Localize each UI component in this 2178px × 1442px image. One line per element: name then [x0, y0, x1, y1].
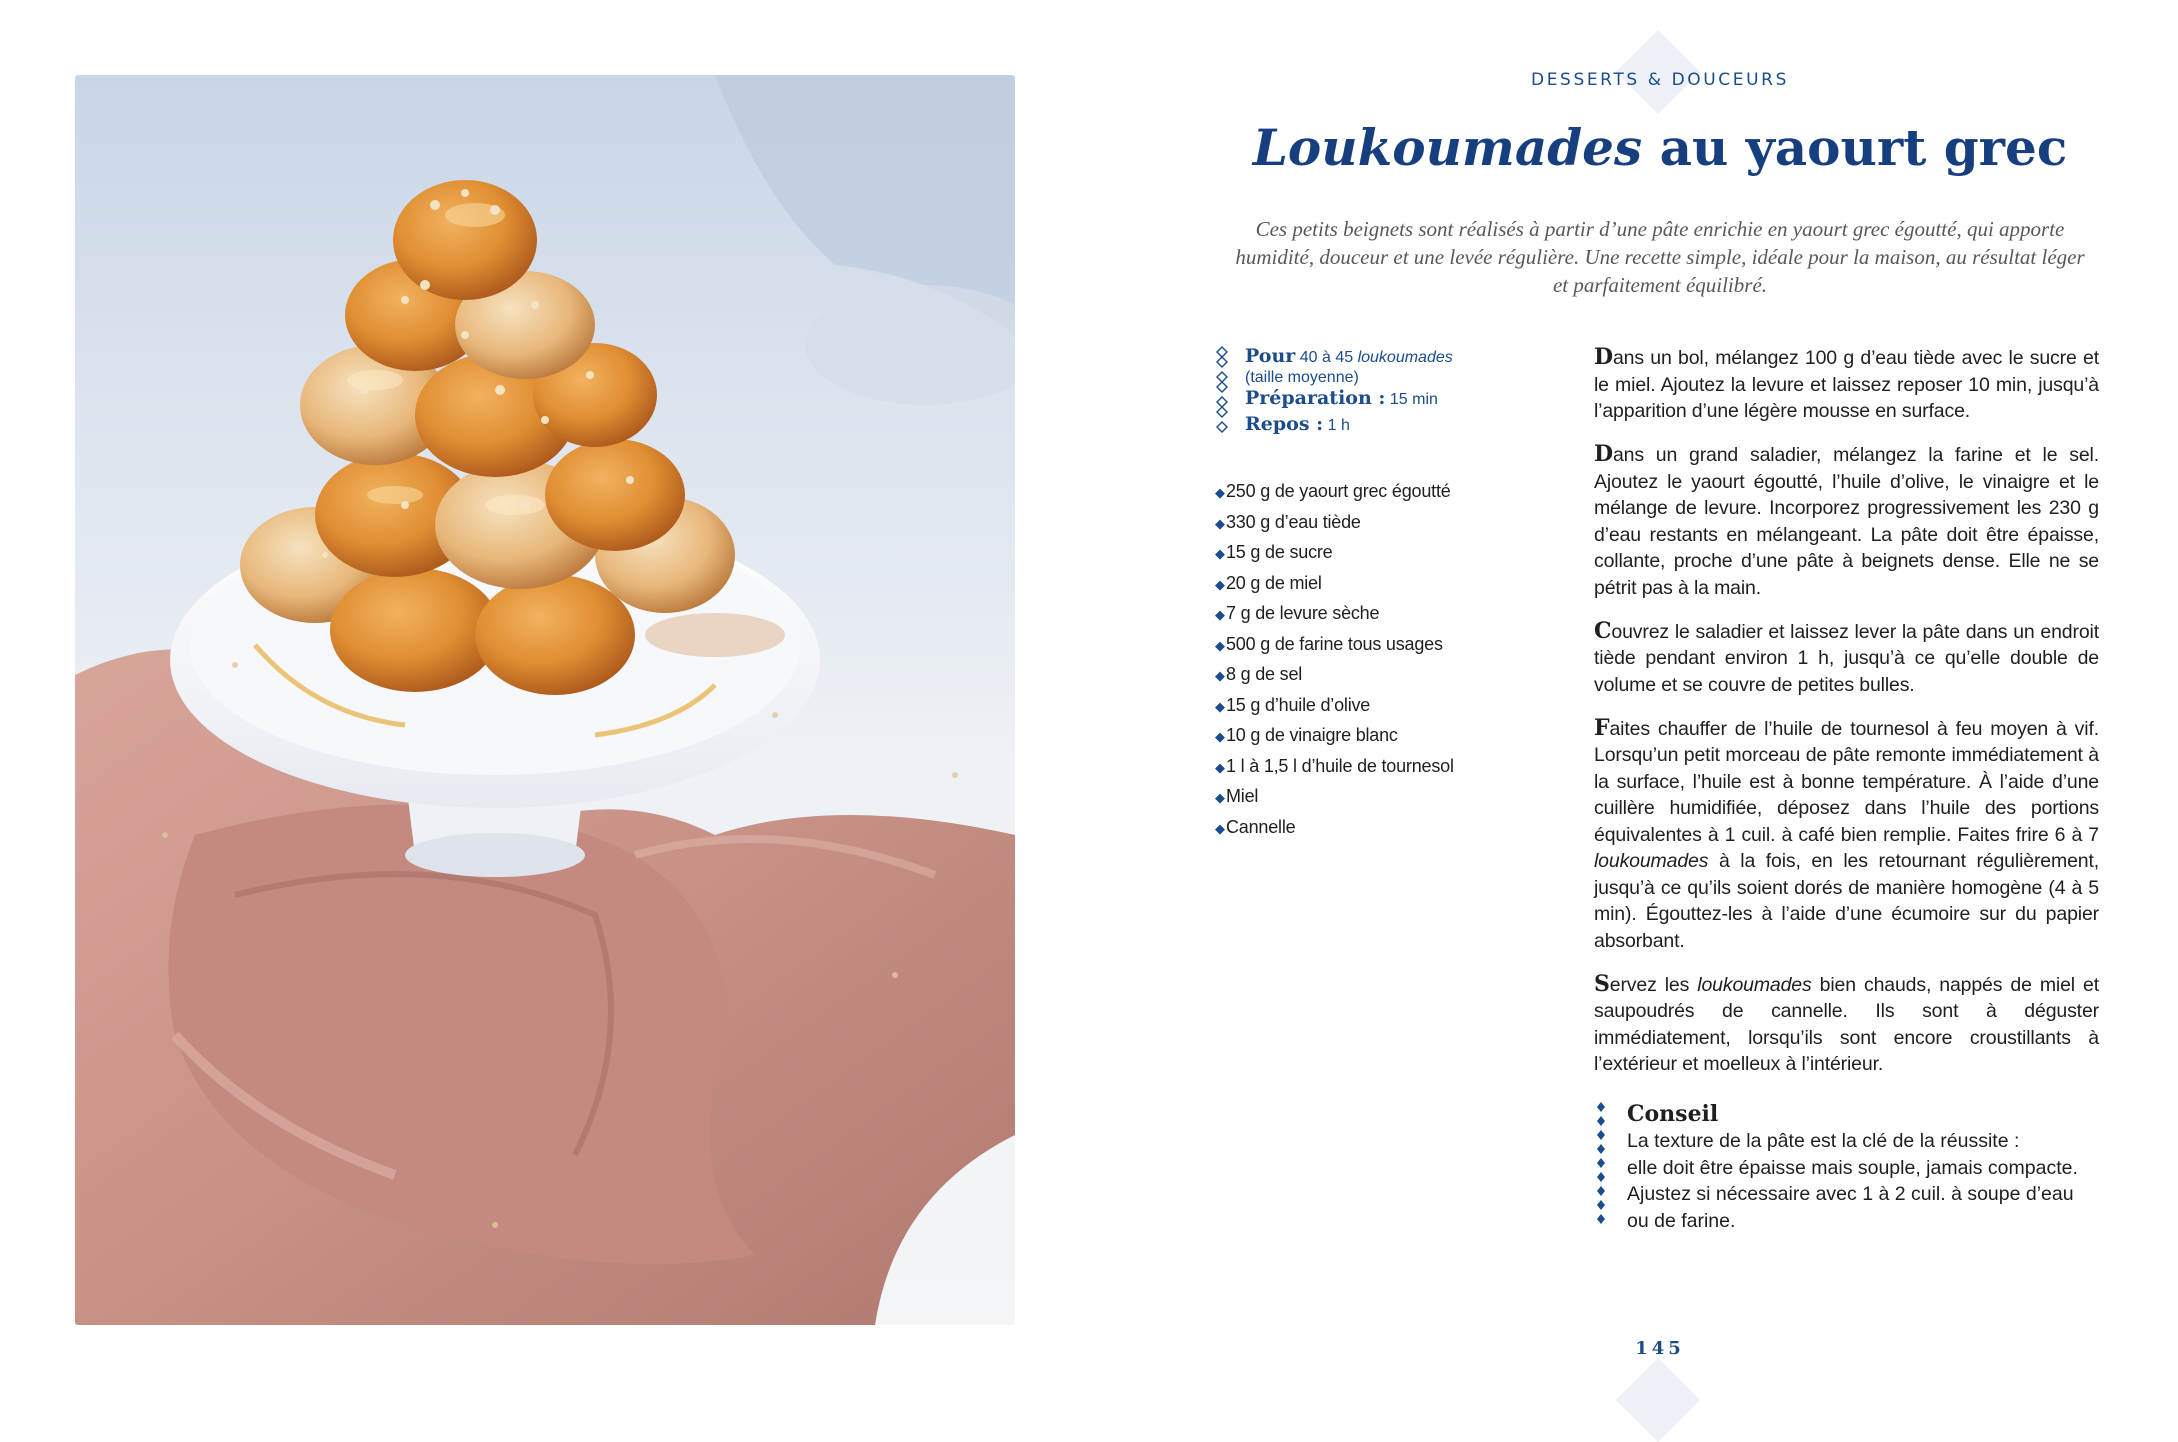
tip-text [1627, 1128, 2099, 1234]
tip-line: elle doit être épaisse mais souple, jamais compacte. [1627, 1156, 2078, 1179]
rest-row [1215, 412, 1545, 438]
servings-note: (taille moyenne) [1245, 369, 1359, 386]
ingredient-item: ◆Cannelle [1215, 813, 1454, 844]
prep-row [1215, 386, 1545, 412]
servings-label: Pour [1245, 345, 1296, 367]
step-dropcap: C [1594, 617, 1612, 644]
recipe-title [1200, 118, 2120, 177]
section-category: DESSERTS & DOUCEURS [1531, 70, 1789, 90]
recipe-intro: Ces petits beignets sont réalisés à partir d’une pâte enrichie en yaourt grec égoutté, qui apporte humidité, douceur et une levée régulière. Une recette simple, idéale pour la maison, au résultat léger et parfaitement équilibré. [1235, 217, 2085, 297]
ingredient-item: ◆7 g de levure sèche [1215, 599, 1454, 630]
tip-line: ou de farine. [1627, 1209, 1736, 1232]
diamond-bullet-icon: ◆ [1215, 729, 1225, 744]
ingredient-item: ◆15 g d’huile d’olive [1215, 691, 1454, 722]
ingredient-item: ◆1 l à 1,5 l d’huile de tournesol [1215, 752, 1454, 783]
servings-row [1215, 344, 1545, 386]
step-paragraph [1594, 715, 2099, 955]
ingredient-item: ◆500 g de farine tous usages [1215, 630, 1454, 661]
servings-unit: loukoumades [1357, 349, 1453, 366]
diamond-bullet-icon: ◆ [1215, 546, 1225, 561]
step-dropcap: F [1594, 714, 1610, 741]
step-text: ans un bol, mélangez 100 g d’eau tiède avec le sucre et le miel. Ajoutez la levure et laissez reposer 10 min, jusqu’à l’apparition d’une légère mousse en surface. [1594, 347, 2099, 422]
title-italic-part: Loukoumades [1252, 118, 1643, 177]
tip-line: La texture de la pâte est la clé de la réussite : [1627, 1130, 2020, 1152]
step-dropcap: S [1594, 970, 1610, 997]
tip-title: Conseil [1627, 1101, 1719, 1127]
rest-label: Repos : [1245, 413, 1324, 435]
diamond-bullet-icon: ◆ [1215, 515, 1225, 531]
recipe-photo [75, 75, 1015, 1325]
rest-value: 1 h [1327, 417, 1350, 434]
diamond-bullet-icon: ◆ [1215, 668, 1225, 683]
loukoumades-photo-illustration [75, 75, 1015, 1325]
diamond-bullet-icon: ◆ [1215, 698, 1225, 714]
step-paragraph [1594, 441, 2099, 601]
title-rest-part: au yaourt grec [1642, 118, 2068, 177]
recipe-steps [1594, 344, 2099, 1094]
step-dropcap: D [1594, 344, 1613, 370]
ingredient-item: ◆250 g de yaourt grec égoutté [1215, 477, 1454, 508]
step-paragraph [1594, 971, 2099, 1078]
tip-box [1594, 1100, 2099, 1234]
ingredient-item: ◆10 g de vinaigre blanc [1215, 721, 1454, 752]
diamond-bullet-icon: ◆ [1215, 607, 1225, 622]
diamond-chain-ornament-icon [1594, 1100, 1608, 1228]
ingredients-list [1215, 477, 1454, 843]
diamond-bullet-icon: ◆ [1215, 820, 1225, 836]
diamond-bullet-icon: ◆ [1215, 637, 1225, 653]
ingredient-item: ◆15 g de sucre [1215, 538, 1454, 569]
prep-label: Préparation : [1245, 387, 1386, 409]
step-text: ans un grand saladier, mélangez la farine et le sel. Ajoutez le yaourt égoutté, l’huile d’olive, le vinaigre et le mélange de levure. Incorporez progressivement les 230 g d’eau restants en mélangeant. La pâte doit être épaisse, collante, proche d’une pâte à beignets dense. Elle ne se pétrit pas à la main. [1594, 444, 2099, 599]
ingredient-item: ◆8 g de sel [1215, 660, 1454, 691]
recipe-meta [1215, 344, 1545, 438]
diamond-bullet-icon: ◆ [1215, 759, 1225, 775]
step-dropcap: D [1594, 441, 1613, 467]
diamond-bullet-icon: ◆ [1215, 485, 1225, 500]
prep-value: 15 min [1389, 391, 1438, 408]
ingredient-item: ◆20 g de miel [1215, 569, 1454, 600]
ingredient-item: ◆330 g d’eau tiède [1215, 508, 1454, 539]
step-text: aites chauffer de l’huile de tournesol à feu moyen à vif. Lorsqu’un petit morceau de pâte remonte immédiatement à la surface, l’huile est à bonne température. À l’aide d’une cuillère humidifiée, déposez dans l’huile des portions équivalentes à 1 cuil. à café bien remplie. Faites frire 6 à 7 loukoumades à la fois, en les retournant régulièrement, jusqu’à ce qu’ils soient dorés de manière homogène (4 à 5 min). Égouttez-les à l’aide d’une écumoire sur du papier absorbant. [1594, 717, 2099, 952]
step-paragraph [1594, 618, 2099, 699]
ingredient-item: ◆Miel [1215, 782, 1454, 813]
tip-line: Ajustez si nécessaire avec 1 à 2 cuil. à soupe d’eau [1627, 1183, 2074, 1205]
step-paragraph [1594, 344, 2099, 425]
diamond-bullet-icon: ◆ [1215, 576, 1225, 592]
step-text: ouvrez le saladier et laissez lever la pâte dans un endroit tiède pendant environ 1 h, jusqu’à ce qu’elle double de volume et se couvre de petites bulles. [1594, 620, 2099, 696]
page-number: 145 [1635, 1338, 1685, 1359]
diamond-bullet-icon: ◆ [1215, 790, 1225, 805]
servings-value: 40 à 45 [1299, 349, 1354, 366]
step-text: ervez les loukoumades bien chauds, nappés de miel et saupoudrés de cannelle. Ils sont à déguster immédiatement, lorsqu’ils sont encore croustillants à l’extérieur et moelleux à l’intérieur. [1594, 973, 2099, 1075]
